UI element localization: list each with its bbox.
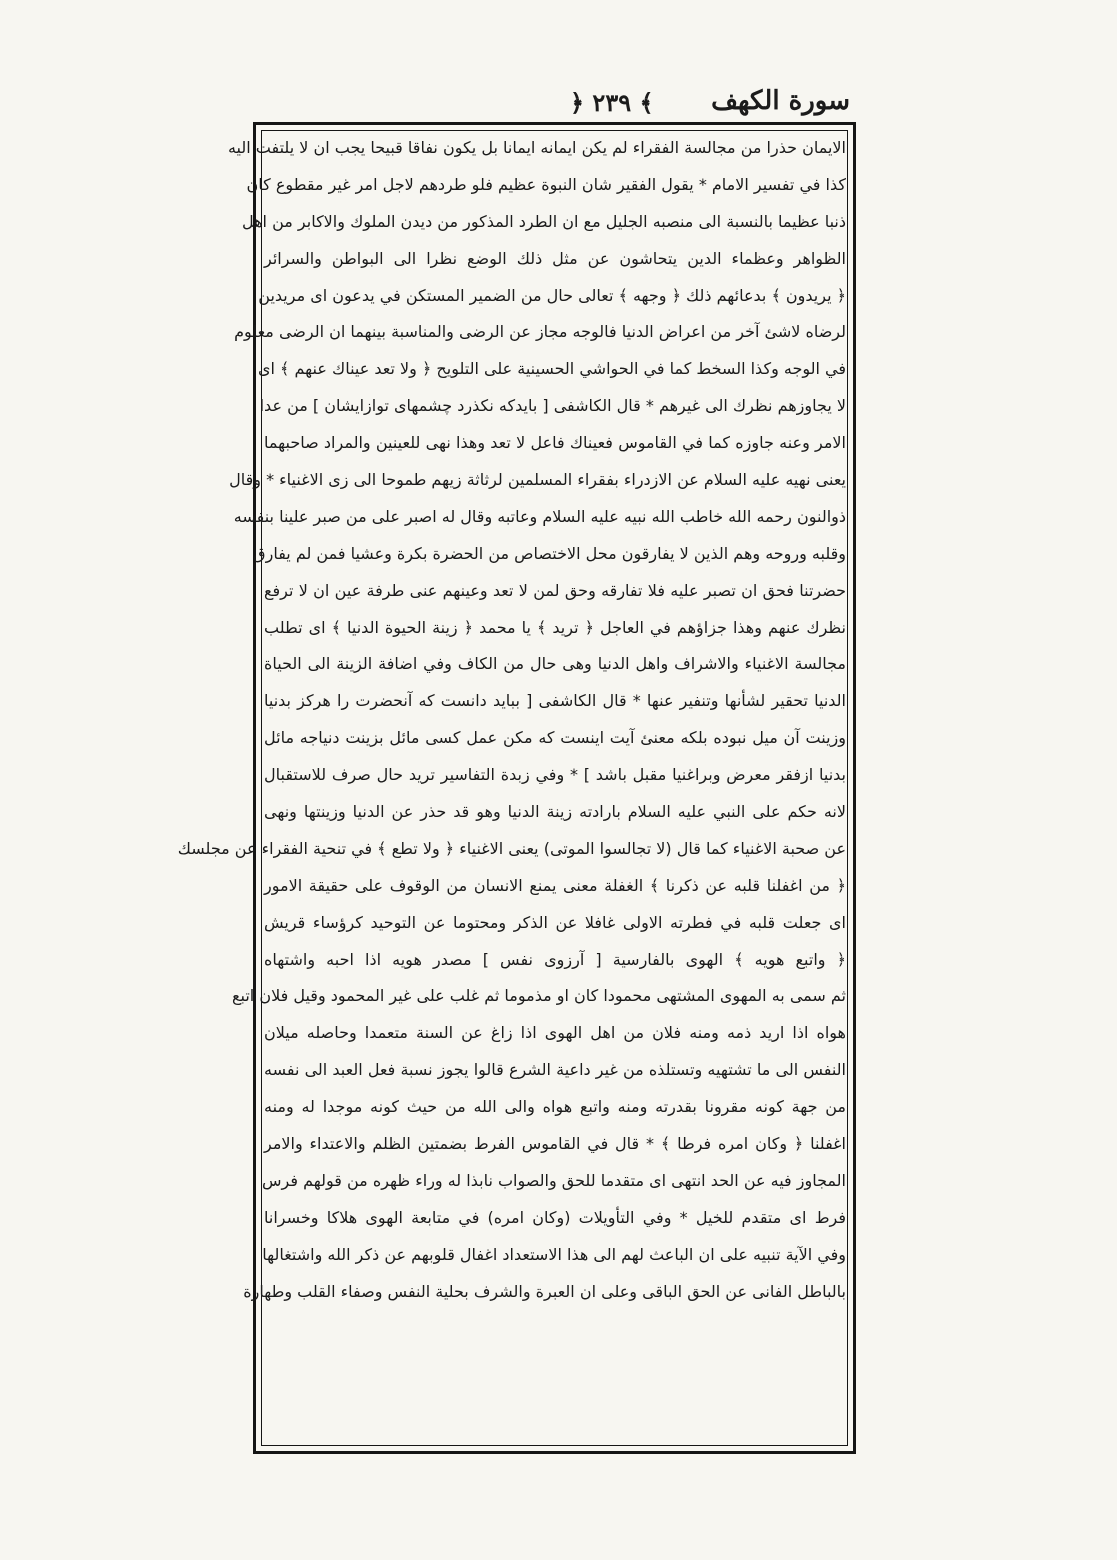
text-line: الامر وعنه جاوزه كما في القاموس فعيناك فاعل لا تعد وهذا نهى للعينين والمراد صاحبهما [264,433,846,453]
text-line: لا يجاوزهم نظرك الى غيرهم * قال الكاشفى [ بايدكه نكذرد چشمهاى توازايشان ] من عدا [259,396,846,416]
text-block [177,130,846,1458]
text-line: ﴿ واتبع هويه ﴾ الهوى بالفارسية [ آرزوى نفس ] مصدر هويه اذا احبه واشتهاه [264,949,846,969]
text-line: المجاوز فيه عن الحد انتهى اى متقدما للحق والصواب نابذا له وراء ظهره من قولهم فرس [261,1170,846,1190]
text-line: اغفلنا ﴿ وكان امره فرطا ﴾ * قال في القاموس الفرط بضمتين الظلم والاعتداء والامر [264,1134,846,1154]
text-line: فرط اى متقدم للخيل * وفي التأويلات (وكان امره) في متابعة الهوى هلاكا وخسرانا [264,1207,846,1227]
surah-name: سورة الكهف [711,86,850,116]
text-line: ثم سمى به المهوى المشتهى محمودا كان او مذموما ثم غلب على غير المحمود وقيل فلان اتبع [232,986,846,1006]
text-line: لرضاه لاشئ آخر من اعراض الدنيا فالوجه مجاز عن الرضى والمناسبة بينهما ان الرضى معلوم [234,322,846,342]
text-line: الظواهر وعظماء الدين يتحاشون عن مثل ذلك الوضع نظرا الى البواطن والسرائر [264,248,846,268]
text-line [264,1421,846,1458]
text-line: وفي الآية تنبيه على ان الباعث لهم الى هذا الاستعداد اغفال قلوبهم عن ذكر الله واشتغالها [262,1244,846,1264]
text-line [264,1311,846,1348]
text-line: ذنبا عظيما بالنسبة الى منصبه الجليل مع ان الطرد المذكور من ديدن الملوك والاكابر من اهل [241,211,846,231]
text-line: مجالسة الاغنياء والاشراف واهل الدنيا وهى حال من الكاف وفي اضافة الزينة الى الحياة [264,654,846,674]
text-line: بدنيا ازفقر معرض وبراغنيا مقبل باشد ] * وفي زبدة التفاسير تريد حال صرف للاستقبال [264,765,846,785]
text-line: يعنى نهيه عليه السلام عن الازدراء بفقراء المسلمين لرثاثة زيهم طموحا الى زى الاغنياء * وقال [229,470,846,490]
text-line: نظرك عنهم وهذا جزاؤهم في العاجل ﴿ تريد ﴾ يا محمد ﴿ زينة الحيوة الدنيا ﴾ اى تطلب [264,617,846,637]
text-line: وزينت آن ميل نبوده بلكه معنئ آيت اينست كه مكن عمل كسى مائل بزينت دنياجه مائل [264,728,846,748]
text-line: هواه اذا اريد ذمه ومنه فلان من اهل الهوى اذا زاغ عن السنة متعمدا وحاصله ميلان [264,1023,846,1043]
text-line: عن صحبة الاغنياء كما قال (لا تجالسوا الموتى) يعنى الاغنياء ﴿ ولا تطع ﴾ في تنحية الفقراء عن مجلسك [177,838,846,858]
text-line: ﴿ يريدون ﴾ بدعائهم ذلك ﴿ وجهه ﴾ تعالى حال من الضمير المستكن في يدعون اى مريدين [258,285,846,305]
text-line: وقلبه وروحه وهم الذين لا يفارقون محل الاختصاص من الحضرة بكرة وعشيا فمن لم يفارق [253,543,846,563]
text-line: ﴿ من اغفلنا قلبه عن ذكرنا ﴾ الغفلة معنى يمنع الانسان من الوقوف على حقيقة الامور [264,875,846,895]
text-line: النفس الى ما تشتهيه وتستلذه من غير داعية الشرع قالوا يجوز نسبة فعل العبد الى نفسه [264,1060,846,1080]
text-line: من جهة كونه مقرونا بقدرته ومنه واتبع هواه والى الله من حيث كونه موجدا له ومنه [264,1097,846,1117]
text-line: لانه حكم على النبي عليه السلام بارادته زينة الدنيا وهو قد حذر عن الدنيا وزينتها ونهى [264,802,846,822]
text-line: اى جعلت قلبه في فطرته الاولى غافلا عن الذكر ومحتوما عن التوحيد كرؤساء قريش [264,912,846,932]
text-line: حضرتنا فحق ان تصبر عليه فلا تفارقه وحق لمن لا تعد وعينهم عنى طرفة عين ان لا ترفع [264,580,846,600]
text-line: الدنيا تحقير لشأنها وتنفير عنها * قال الكاشفى [ بباید دانست كه آنحضرت را هركز بدنيا [264,691,846,711]
text-line [264,1347,846,1384]
text-line: في الوجه وكذا السخط كما في الحواشي الحسينية على التلويح ﴿ ولا تعد عيناك عنهم ﴾ اى [258,359,846,379]
page-header [250,86,850,126]
text-line: ذوالنون رحمه الله خاطب الله نبيه عليه السلام وعاتبه وقال له اصبر على من صبر علينا بنفسه [233,506,846,526]
text-line: بالباطل الفانى عن الحق الباقى وعلى ان العبرة والشرف بحلية النفس وصفاء القلب وطهارة [243,1281,846,1301]
text-line: كذا في تفسير الامام * يقول الفقير شان النبوة عظيم فلو طردهم لاجل امر غير مقطوع كان [246,174,846,194]
text-line: الايمان حذرا من مجالسة الفقراء لم يكن ايمانه ايمانا بل يكون نفاقا قبيحا يجب ان لا يلتفت اليه [227,138,846,157]
page-number: ﴿ ٢٣٩ ﴾ [570,88,654,117]
text-line [264,1384,846,1421]
